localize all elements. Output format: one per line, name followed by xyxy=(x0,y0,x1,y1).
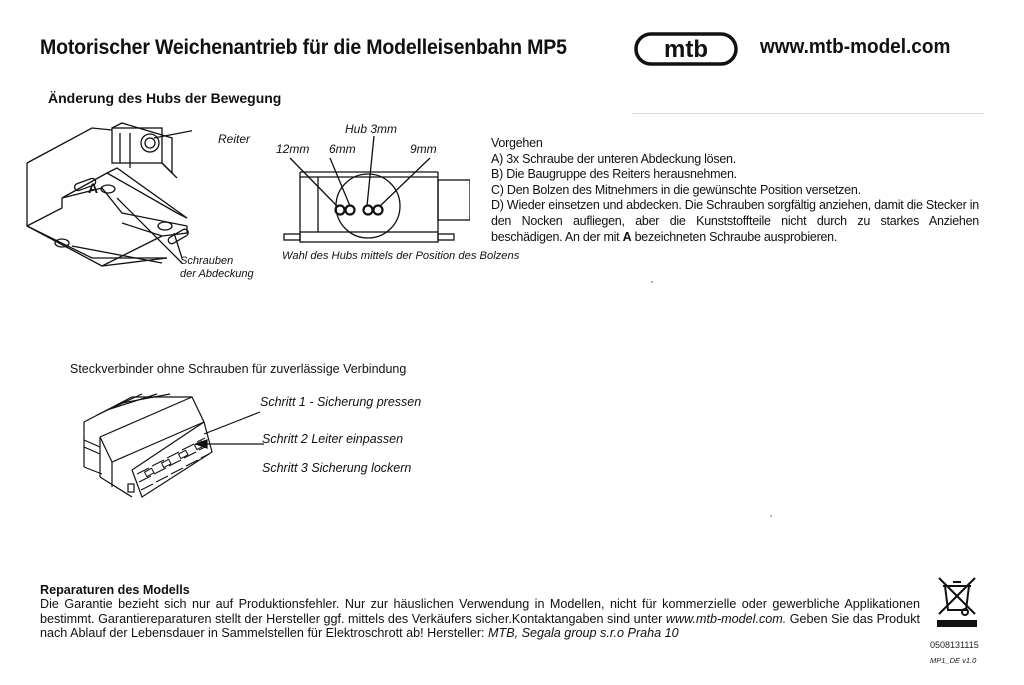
procedure-block xyxy=(491,136,991,245)
connector-illustration xyxy=(82,392,272,502)
step-d-text: D) Wieder einsetzen und abdecken. Die Schrauben sorgfältig anziehen, damit die Stecker in den Nocken aufliegen, aber die Kunststoffteile nicht durch zu starkes Anziehen beschädigen. An der mit xyxy=(491,198,979,244)
procedure-step-c: C) Den Bolzen des Mitnehmers in die gewünschte Position versetzen. xyxy=(491,182,861,197)
repair-section xyxy=(40,583,920,641)
repair-heading: Reparaturen des Modells xyxy=(40,583,190,597)
label-12mm: 12mm xyxy=(276,142,310,156)
repair-text-part2: Geben Sie das Produkt nach Ablauf der Lebensdauer in Sammelstellen für Elektroschrott ab! Hersteller: xyxy=(40,611,920,641)
divider-line xyxy=(632,113,984,114)
connector-section-heading: Steckverbinder ohne Schrauben für zuverlässige Verbindung xyxy=(70,362,407,376)
procedure-step-b: B) Die Baugruppe des Reiters herausnehmen. xyxy=(491,167,737,182)
label-screws-line2: der Abdeckung xyxy=(180,268,254,280)
procedure-step-a: A) 3x Schraube der unteren Abdeckung lösen. xyxy=(491,151,736,166)
stroke-selection-diagram xyxy=(270,120,470,250)
scan-speck xyxy=(770,515,772,517)
label-6mm: 6mm xyxy=(329,142,356,156)
label-reiter: Reiter xyxy=(218,132,251,146)
stroke-section-heading: Änderung des Hubs der Bewegung xyxy=(48,90,282,106)
repair-text-part1: Die Garantie bezieht sich nur auf Produktionsfehler. Nur zur häuslichen Verwendung in Modellen, nicht für kommerzielle oder gewerbliche Applikationen bestimmt. Garantiereparaturen stellt der Hersteller ggf. mittels des Verkäufers sicher.Kontaktangaben sind unter xyxy=(40,597,920,626)
manufacturer-info: MTB, Segala group s.r.o Praha 10 xyxy=(488,626,679,641)
crossed-out-wheelie-bin-icon xyxy=(935,576,979,628)
label-screws-line1: Schrauben xyxy=(180,255,234,267)
procedure-title: Vorgehen xyxy=(491,136,543,150)
label-screw-a: A xyxy=(88,180,99,196)
label-hub-3mm: Hub 3mm xyxy=(345,122,398,136)
repair-text xyxy=(40,597,920,640)
connector-step-2: Schritt 2 Leiter einpassen xyxy=(262,432,404,446)
connector-step-1: Schritt 1 - Sicherung pressen xyxy=(260,395,422,409)
scan-speck xyxy=(651,281,653,283)
drive-unit-illustration xyxy=(22,118,192,268)
product-code: 0508131115 xyxy=(930,640,979,650)
document-title: Motorischer Weichenantrieb für die Modelleisenbahn MP5 xyxy=(40,36,567,59)
document-version: MP1_DE v1.0 xyxy=(930,656,977,665)
label-9mm: 9mm xyxy=(410,142,437,156)
step-d-text-end: bezeichneten Schraube ausprobieren. xyxy=(631,229,838,244)
procedure-step-d xyxy=(491,198,979,245)
mtb-logo xyxy=(634,32,738,66)
step-d-bold-a: A xyxy=(622,229,632,244)
repair-website-link[interactable]: www.mtb-model.com. xyxy=(665,611,787,626)
logo-text: mtb xyxy=(664,36,708,63)
website-url: www.mtb-model.com xyxy=(760,36,951,58)
connector-step-3: Schritt 3 Sicherung lockern xyxy=(262,461,412,475)
stroke-figure-caption: Wahl des Hubs mittels der Position des Bolzens xyxy=(282,250,520,262)
